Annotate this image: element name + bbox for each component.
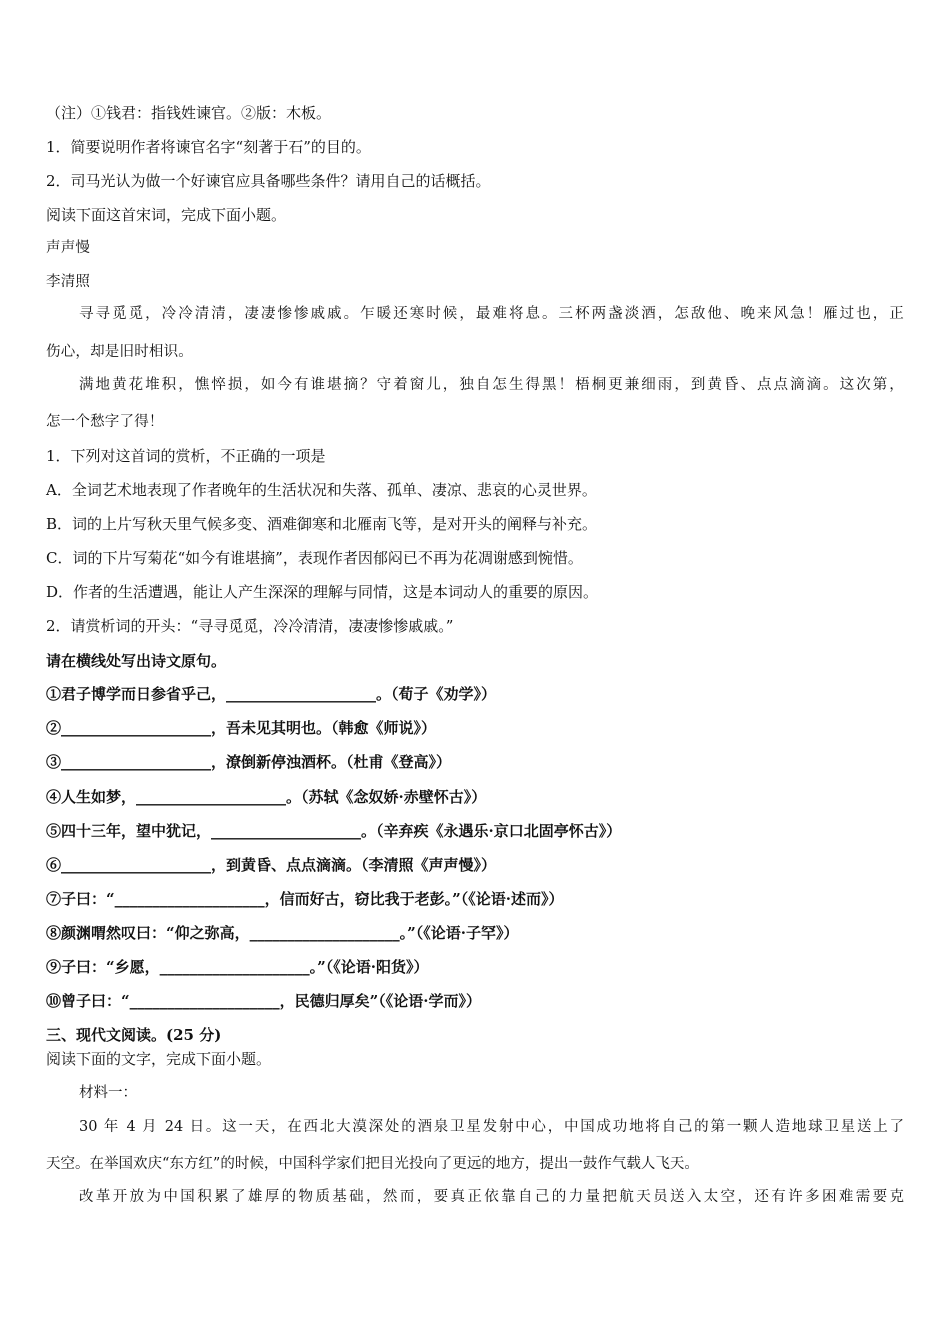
fill-item-4: ④人生如梦，____________________。（苏轼《念奴娇·赤壁怀古》） bbox=[46, 788, 487, 806]
option-c: C．词的下片写菊花“如今有谁堪摘”，表现作者因郁闷已不再为花凋谢感到惋惜。 bbox=[46, 549, 583, 567]
option-b: B．词的上片写秋天里气候多变、酒难御寒和北雁南飞等，是对开头的阐释与补充。 bbox=[46, 515, 598, 533]
fill-item-10: ⑩曾子曰：“____________________，民德归厚矣”（《论语·学而》） bbox=[46, 992, 481, 1010]
option-d: D．作者的生活遭遇，能让人产生深深的理解与同情，这是本词动人的重要的原因。 bbox=[46, 583, 599, 601]
fill-item-5: ⑤四十三年，望中犹记，____________________。（辛弃疾《永遇乐·京口北固亭怀古》） bbox=[46, 822, 622, 840]
fill-item-8: ⑧颜渊喟然叹曰：“仰之弥高，____________________。”（《论语·子罕》） bbox=[46, 924, 519, 942]
poem-stanza2-line2: 怎一个愁字了得！ bbox=[46, 414, 164, 430]
material-label: 材料一： bbox=[79, 1085, 137, 1101]
poem-stanza1-line1: 寻寻觅觅，冷冷清清，凄凄惨惨戚戚。乍暖还寒时候，最难将息。三杯两盏淡酒，怎敌他、晚来风急！雁过也，正 bbox=[79, 306, 904, 322]
fill-item-1: ①君子博学而日参省乎己，____________________。（荀子《劝学》） bbox=[46, 685, 497, 703]
fill-item-7: ⑦子曰：“____________________，信而好古，窃比我于老彭。”（《论语·述而》） bbox=[46, 890, 564, 908]
option-a: A．全词艺术地表现了作者晚年的生活状况和失落、孤单、凄凉、悲哀的心灵世界。 bbox=[46, 481, 597, 499]
ci-intro: 阅读下面这首宋词，完成下面小题。 bbox=[46, 206, 287, 224]
fill-item-6: ⑥____________________，到黄昏、点点滴滴。（李清照《声声慢》） bbox=[46, 856, 497, 874]
question-2-previous: 2．司马光认为做一个好谏官应具备哪些条件？请用自己的话概括。 bbox=[46, 172, 491, 190]
material-para1-line2: 天空。在举国欢庆“东方红”的时候，中国科学家们把目光投向了更远的地方，提出一鼓作气载人飞天。 bbox=[46, 1156, 699, 1172]
poem-author: 李清照 bbox=[46, 274, 91, 290]
footnote: （注）①钱君：指钱姓谏官。②版：木板。 bbox=[46, 104, 332, 122]
poem-stanza1-line2: 伤心，却是旧时相识。 bbox=[46, 344, 193, 360]
fill-item-2: ②____________________，吾未见其明也。（韩愈《师说》） bbox=[46, 719, 437, 737]
fill-item-3: ③____________________，潦倒新停浊酒杯。（杜甫《登高》） bbox=[46, 753, 452, 771]
section-3-intro: 阅读下面的文字，完成下面小题。 bbox=[46, 1050, 272, 1068]
question-2: 2．请赏析词的开头：“寻寻觅觅，冷冷清清，凄凄惨惨戚戚。” bbox=[46, 617, 454, 635]
question-1-stem: 1．下列对这首词的赏析，不正确的一项是 bbox=[46, 447, 326, 465]
fill-item-9: ⑨子曰：“乡愿，____________________。”（《论语·阳货》） bbox=[46, 958, 429, 976]
section-3-heading: 三、现代文阅读。(25 分) bbox=[46, 1026, 222, 1044]
material-para2-line1: 改革开放为中国积累了雄厚的物质基础，然而，要真正依靠自己的力量把航天员送入太空，还有许多困难需要克 bbox=[79, 1189, 904, 1205]
fill-in-title: 请在横线处写出诗文原句。 bbox=[46, 652, 227, 670]
material-para1-line1: 30 年 4 月 24 日。这一天，在西北大漠深处的酒泉卫星发射中心，中国成功地将自己的第一颗人造地球卫星送上了 bbox=[79, 1119, 904, 1135]
poem-title: 声声慢 bbox=[46, 240, 91, 256]
poem-stanza2-line1: 满地黄花堆积，憔悴损，如今有谁堪摘？守着窗儿，独自怎生得黑！梧桐更兼细雨，到黄昏、点点滴滴。这次第， bbox=[79, 377, 904, 393]
question-1-previous: 1．简要说明作者将谏官名字“刻著于石”的目的。 bbox=[46, 138, 371, 156]
